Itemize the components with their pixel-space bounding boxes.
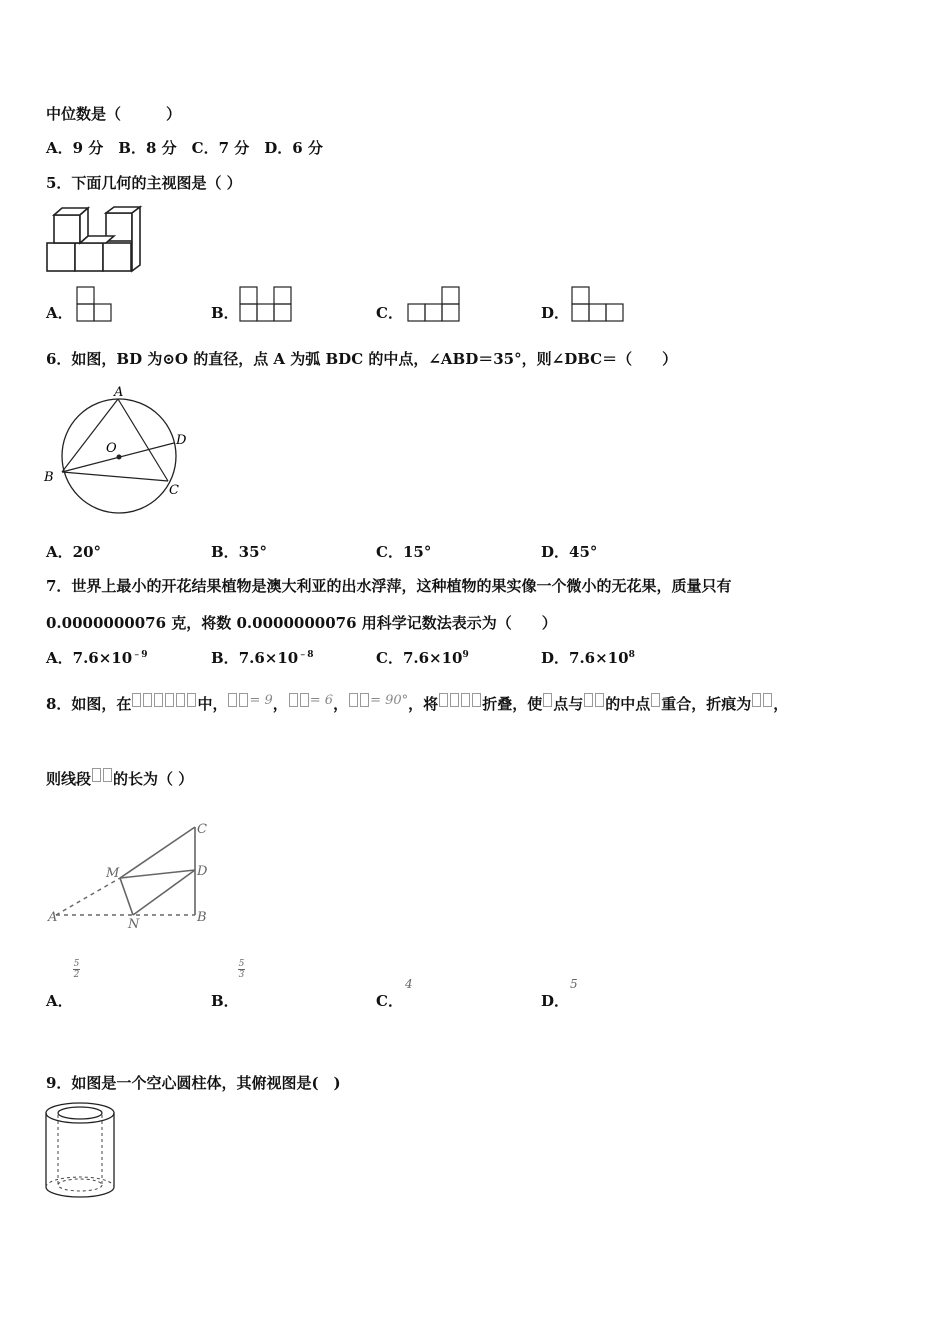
q7-option-a: [46, 647, 147, 668]
q8-option-b-num: 5: [238, 959, 245, 969]
q5-option-d-view: [571, 286, 629, 326]
q8-stem-line1: 8．如图，在 中， = 9， = 6， = 90°，将 折叠，使 点与 的中点 重合，折痕为 ，: [46, 693, 789, 713]
q7-option-b-exp: ﹣8: [298, 650, 314, 660]
q7-option-d-label: D．: [541, 649, 570, 667]
q7-option-c-exp: 9: [462, 650, 469, 660]
q7-option-d-base: 7.6×10: [569, 649, 629, 667]
q4-stem-tail: 中位数是（ ）: [46, 105, 182, 123]
q8-option-a-num: 5: [73, 959, 80, 969]
q5-option-a-view: [76, 286, 114, 326]
q8-option-d-label: D．: [541, 992, 570, 1010]
q5-option-c-view: [406, 286, 464, 326]
q8-triangle-figure: [44, 815, 224, 935]
q7-option-b-base: 7.6×10: [238, 649, 299, 667]
q8-text-1: 8．如图，在: [46, 695, 132, 713]
q7-stem-line2: 0.0000000076 克，将数 0.0000000076 用科学记数法表示为（ ）: [46, 614, 557, 632]
q6-label-b: B: [44, 470, 54, 485]
q7-option-c: [376, 647, 469, 668]
q8-option-a-value: [73, 959, 80, 980]
q8-option-b-label: B．: [211, 992, 239, 1010]
q6-label-o: O: [106, 441, 117, 456]
q8-eq-ac: = 9: [249, 693, 273, 708]
q5-option-b-view: [239, 286, 297, 326]
q8-option-b-den: 3: [238, 970, 245, 980]
q8-label-a: A: [48, 910, 58, 925]
q5-option-b-label: B．: [211, 304, 239, 322]
q9-stem: 9．如图是一个空心圆柱体，其俯视图是( ): [46, 1074, 341, 1092]
q8-label-d: D: [197, 864, 208, 879]
q8-option-c-label: C．: [376, 992, 403, 1010]
q8-text-8: 则线段: [46, 770, 92, 788]
q8-option-d-value: 5: [570, 977, 578, 991]
q8-label-c: C: [197, 822, 207, 837]
q7-option-a-base: 7.6×10: [72, 649, 133, 667]
q8-text-2: 中，: [197, 695, 228, 713]
q4-options: A．9 分 B．8 分 C．7 分 D．6 分: [46, 139, 323, 157]
q8-option-a-label: A．: [46, 992, 73, 1010]
q6-option-a: A．20°: [46, 543, 102, 561]
q8-label-m: M: [106, 866, 120, 881]
q7-option-c-base: 7.6×10: [402, 649, 463, 667]
q6-option-c: C．15°: [376, 543, 432, 561]
q8-eq-bc: = 6: [309, 693, 334, 708]
q8-label-b: B: [197, 910, 207, 925]
q7-option-a-label: A．: [46, 649, 73, 667]
q8-eq-angle: = 90°: [370, 693, 409, 708]
q8-text-5: 点与: [553, 695, 584, 713]
q8-text-6: 的中点: [605, 695, 651, 713]
q7-option-c-label: C．: [376, 649, 403, 667]
q6-circle-figure: [40, 380, 200, 525]
q5-stem: 5．下面几何的主视图是（ ）: [46, 174, 242, 192]
q8-option-c-value: 4: [405, 977, 413, 991]
q7-option-a-exp: ﹣9: [132, 650, 148, 660]
q6-option-d: D．45°: [541, 543, 598, 561]
q7-option-b: [211, 647, 314, 668]
q8-text-3: ，将: [408, 695, 439, 713]
q7-stem-line1: 7．世界上最小的开花结果植物是澳大利亚的出水浮萍，这种植物的果实像一个微小的无花果，质量只有: [46, 577, 732, 595]
q8-text-9: 的长为（ ）: [113, 770, 194, 788]
q5-cube-figure: [44, 205, 144, 275]
q8-option-a-den: 2: [73, 970, 80, 980]
q5-option-a-label: A．: [46, 304, 73, 322]
q6-label-d: D: [176, 433, 187, 448]
q8-text-comma: ，: [773, 695, 789, 713]
q9-hollow-cylinder-figure: [42, 1100, 122, 1204]
q7-option-d-exp: 8: [628, 650, 635, 660]
q8-label-n: N: [128, 917, 140, 932]
q6-stem: 6．如图，BD 为⊙O 的直径，点 A 为弧 BDC 的中点，∠ABD＝35°，则∠DBC＝（ ）: [46, 350, 678, 368]
q6-label-a: A: [114, 385, 124, 400]
q6-label-c: C: [169, 483, 179, 498]
q5-option-c-label: C．: [376, 304, 403, 322]
q8-option-b-value: [238, 959, 245, 980]
q7-option-b-label: B．: [211, 649, 239, 667]
q8-stem-line2: [46, 768, 193, 789]
q5-option-d-label: D．: [541, 304, 570, 322]
q7-option-d: [541, 647, 635, 668]
q8-text-7: 重合，折痕为: [661, 695, 752, 713]
q8-text-4: 折叠，使: [482, 695, 543, 713]
q6-option-b: B．35°: [211, 543, 268, 561]
